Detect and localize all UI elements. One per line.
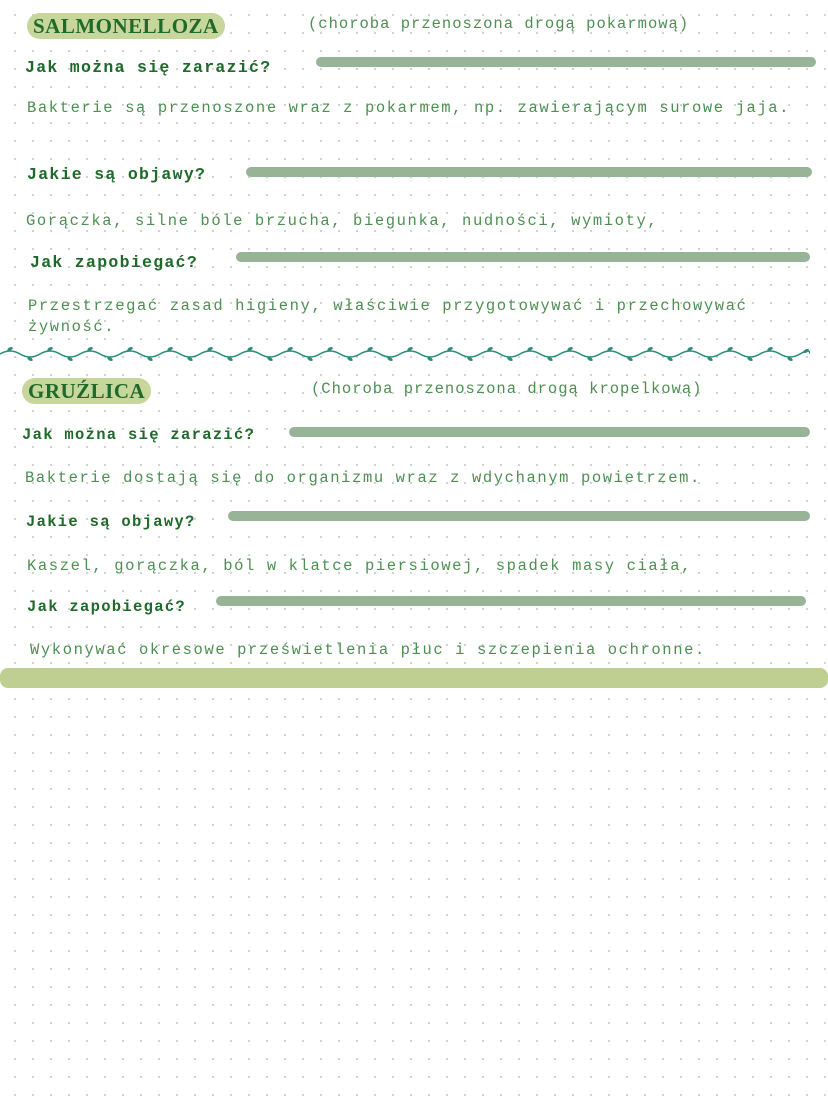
answer-prevention: Wykonywać okresowe prześwietlenia płuc i szczepienia ochronne. — [30, 641, 706, 659]
question-bar — [228, 511, 810, 521]
question-infection: Jak można się zarazić? — [22, 426, 256, 444]
question-bar — [289, 427, 810, 437]
question-bar — [236, 252, 810, 262]
section-title-salmonelloza: SALMONELLOZA — [27, 13, 225, 39]
question-infection: Jak można się zarazić? — [25, 58, 272, 77]
question-bar — [216, 596, 806, 606]
question-symptoms: Jakie są objawy? — [26, 513, 196, 531]
answer-symptoms: Gorączka, silne bóle brzucha, biegunka, nudności, wymioty, — [26, 212, 659, 230]
question-symptoms: Jakie są objawy? — [27, 165, 207, 184]
vine-divider — [0, 343, 810, 365]
section-subtitle-gruzlica: (Choroba przenoszona drogą kropelkową) — [311, 380, 703, 398]
bottom-band — [0, 668, 828, 688]
section-subtitle-salmonelloza: (choroba przenoszona drogą pokarmową) — [308, 15, 690, 33]
answer-symptoms: Kaszel, gorączka, ból w klatce piersiowej, spadek masy ciała, — [27, 557, 692, 575]
answer-prevention: Przestrzegać zasad higieny, właściwie przygotowywać i przechowywać żywność. — [28, 297, 748, 336]
answer-infection: Bakterie są przenoszone wraz z pokarmem, np. zawierającym surowe jaja. — [27, 99, 791, 117]
question-prevention: Jak zapobiegać? — [27, 598, 187, 616]
question-prevention: Jak zapobiegać? — [30, 253, 199, 272]
answer-infection: Bakterie dostają się do organizmu wraz z wdychanym powietrzem. — [25, 469, 701, 487]
question-bar — [316, 57, 816, 67]
section-title-gruzlica: GRUŹLICA — [22, 378, 151, 404]
question-bar — [246, 167, 812, 177]
